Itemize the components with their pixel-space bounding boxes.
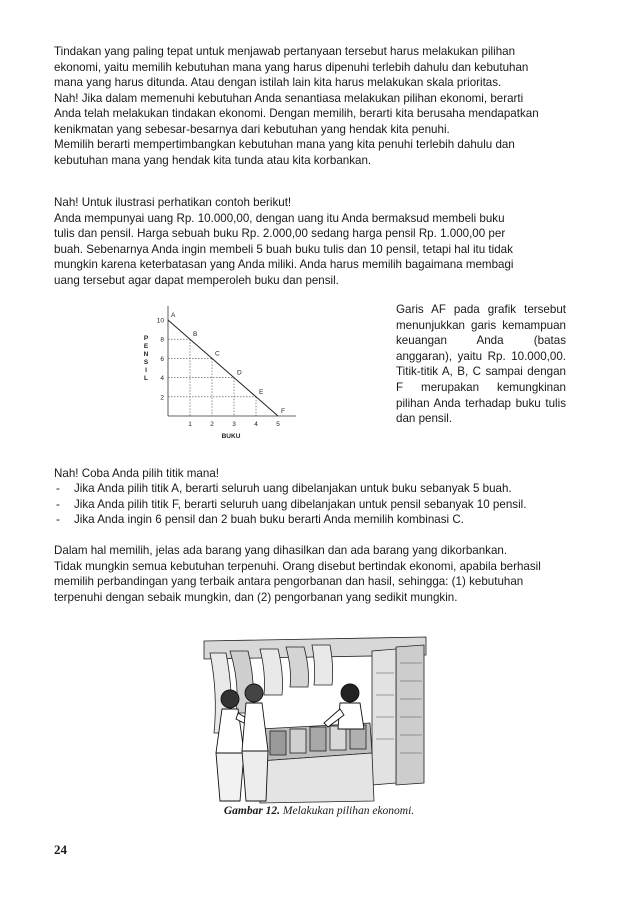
list-item-text: Jika Anda pilih titik A, berarti seluruh uang dibelanjakan untuk buku sebanyak 5 buah. xyxy=(74,482,512,495)
text-line: buah. Sebenarnya Anda ingin membeli 5 buah buku tulis dan 10 pensil, tetapi hal itu tidak xyxy=(54,242,513,256)
text-line: ekonomi, yaitu memilih kebutuhan mana yang harus dipenuhi terlebih dahulu dan kebutuhan xyxy=(54,60,529,74)
point-label: D xyxy=(237,369,242,377)
list-item-text: Jika Anda pilih titik F, berarti seluruh uang dibelanjakan untuk pensil sebanyak 10 pensil. xyxy=(74,497,527,511)
y-axis-label-letter: P xyxy=(143,335,149,342)
point-label: B xyxy=(193,331,198,339)
y-axis-label-letter: I xyxy=(145,367,147,374)
text-line: Nah! Untuk ilustrasi perhatikan contoh berikut! xyxy=(54,196,292,209)
x-tick-label: 4 xyxy=(254,421,258,428)
list-item-text: Jika Anda ingin 6 pensil dan 2 buah buku berarti Anda memilih kombinasi C. xyxy=(74,513,464,526)
y-axis-label-letter: E xyxy=(143,343,149,350)
bullet-marker: - xyxy=(56,482,60,495)
point-label: F xyxy=(281,408,285,415)
y-tick-label: 4 xyxy=(160,375,164,383)
x-tick-label: 5 xyxy=(276,421,280,428)
y-tick-label: 10 xyxy=(156,317,164,325)
point-labels xyxy=(171,312,285,415)
intro-paragraph xyxy=(54,44,566,168)
bullet-marker: - xyxy=(56,497,60,511)
choice-list xyxy=(54,481,566,528)
guide-lines xyxy=(168,339,256,416)
x-axis-label: BUKU xyxy=(221,433,241,440)
y-tick-label: 8 xyxy=(160,336,164,344)
x-tick-label: 3 xyxy=(232,421,236,428)
text-line: kebutuhan mana yang hendak kita tunda atau kita korbankan. xyxy=(54,153,372,167)
caption-text: Melakukan pilihan ekonomi. xyxy=(282,805,415,817)
x-tick-labels xyxy=(188,421,280,428)
y-tick-label: 6 xyxy=(160,355,164,363)
text-line: memilih perbandingan yang terbaik antara pengorbanan dan hasil, sehingga: (1) kebutuhan xyxy=(54,575,524,588)
text-line: Tindakan yang paling tepat untuk menjawab pertanyaan tersebut harus melakukan pilihan xyxy=(54,45,516,58)
point-label: C xyxy=(215,350,220,358)
x-tick-label: 1 xyxy=(188,421,192,428)
point-label: A xyxy=(171,312,176,319)
y-axis-label xyxy=(144,335,149,382)
text-line: terpenuhi dengan sebaik mungkin, dan (2) pengorbanan yang sedikit mungkin. xyxy=(54,590,458,604)
chart-explanation: Garis AF pada grafik tersebut menunjukkan garis kemampuan keuangan Anda (batas anggaran), yaitu Rp. 10.000,00. Titik-titik A, B, C sampai dengan F merupakan kemungkinan pilihan Anda terhadap buku tulis dan pensil. xyxy=(396,303,566,426)
y-axis-label-letter: N xyxy=(143,351,149,358)
text-line: Tidak mungkin semua kebutuhan terpenuhi. Orang disebut bertindak ekonomi, apabila berhasil xyxy=(54,559,541,573)
text-line: Anda mempunyai uang Rp. 10.000,00, dengan uang itu Anda bermaksud membeli buku xyxy=(54,211,505,225)
text-line: uang tersebut agar dapat memperoleh buku dan pensil. xyxy=(54,273,339,287)
text-line: Memilih berarti mempertimbangkan kebutuhan mana yang kita penuhi terlebih dahulu dan xyxy=(54,138,515,151)
budget-line xyxy=(168,320,278,416)
list-item xyxy=(54,512,566,528)
bullet-marker: - xyxy=(56,513,60,526)
figure-caption xyxy=(0,805,638,817)
text-line: Nah! Jika dalam memenuhi kebutuhan Anda senantiasa melakukan pilihan ekonomi, berarti xyxy=(54,91,524,105)
text-line: kenikmatan yang sebesar-besarnya dari kebutuhan yang hendak kita penuhi. xyxy=(54,122,450,136)
text-line: mana yang harus ditunda. Atau dengan istilah lain kita harus melakukan skala prioritas. xyxy=(54,76,502,89)
x-tick-label: 2 xyxy=(210,421,214,428)
choose-prompt: Nah! Coba Anda pilih titik mana! xyxy=(54,467,219,480)
closing-paragraph xyxy=(54,543,566,605)
y-axis-label-letter: S xyxy=(143,359,149,366)
list-item xyxy=(54,497,566,513)
text-line: mungkin karena keterbatasan yang Anda miliki. Anda harus memilih bagaimana membagi xyxy=(54,258,514,271)
budget-line-chart xyxy=(138,298,308,446)
text-line: Anda telah melakukan tindakan ekonomi. Dengan memilih, berarti kita berusaha mendapatkan xyxy=(54,107,539,120)
market-shopping-illustration xyxy=(200,633,430,805)
y-tick-label: 2 xyxy=(160,394,164,402)
caption-label: Gambar 12. xyxy=(223,805,281,817)
y-tick-labels xyxy=(157,318,165,402)
y-axis-label-letter: L xyxy=(144,375,148,382)
illustration-paragraph xyxy=(54,195,566,288)
point-label: E xyxy=(259,388,264,396)
page-number: 24 xyxy=(54,842,67,857)
text-line: Dalam hal memilih, jelas ada barang yang dihasilkan dan ada barang yang dikorbankan. xyxy=(54,544,508,557)
list-item xyxy=(54,481,566,497)
text-line: tulis dan pensil. Harga sebuah buku Rp. 2.000,00 sedang harga pensil Rp. 1.000,00 per xyxy=(54,227,506,240)
